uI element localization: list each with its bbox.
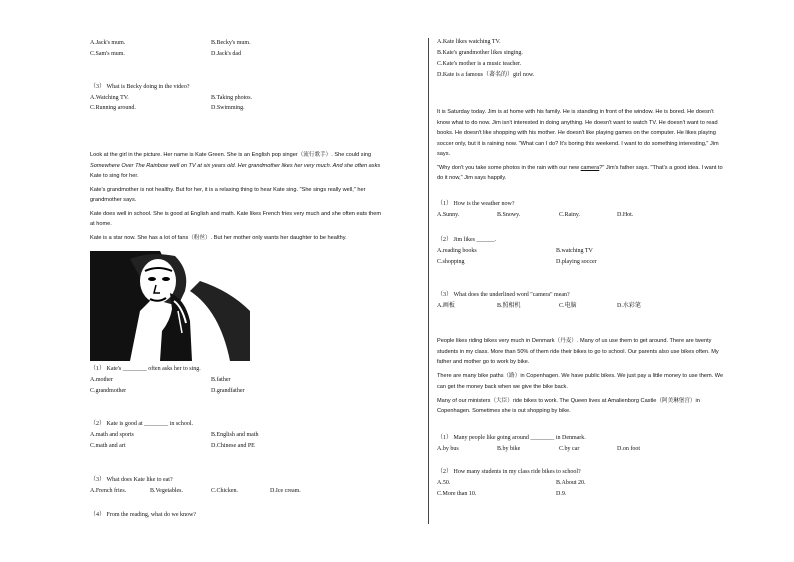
passage-line: People likes riding bikes very much in Denmark（丹麦）. Many of us use them to get around. There are twenty <box>437 338 712 344</box>
option: C.More than 10. <box>437 491 477 497</box>
question-stem: （1） Kate's ________ often asks her to sing. <box>90 366 201 372</box>
option: C.Sam's mum. <box>90 51 125 57</box>
option: D.Chinese and PE <box>211 443 255 449</box>
option: B.Vegetables. <box>150 488 183 494</box>
question-stem: （2） How many students in my class ride bikes to school? <box>437 469 581 475</box>
option: A.50. <box>437 480 451 486</box>
option: C.Rainy. <box>559 212 580 218</box>
option: A.reading books <box>437 248 477 254</box>
option: D.playing soccer <box>556 259 597 265</box>
option: C.电脑 <box>559 303 577 309</box>
option: B.Taking photos. <box>211 95 253 101</box>
passage-line: Kate to sing for her. <box>90 173 139 179</box>
option: A.by bus <box>437 446 459 452</box>
passage-line: father and mother go to work by bike. <box>437 359 530 365</box>
option: B.watching TV <box>556 248 593 254</box>
question-stem: （4） From the reading, what do we know? <box>90 512 196 518</box>
passage-line: Kate's grandmother is not healthy. But for her, it is a relaxing thing to hear Kate sing. "She sings really well," her <box>90 187 366 193</box>
option: B.English and math <box>211 432 259 438</box>
underlined-word: camera <box>580 165 600 171</box>
option: C.Chicken. <box>211 488 238 494</box>
question-stem: （3） What is Becky doing in the video? <box>90 84 190 90</box>
passage-line: It is Saturday today. Jim is at home with his family. He is standing in front of the window. He is bored. He doesn't <box>437 109 714 115</box>
option: D.grandfather <box>211 388 245 394</box>
question-stem: （3） What does the underlined word "camera" mean? <box>437 292 570 298</box>
option: A.Sunny. <box>437 212 460 218</box>
singer-photo <box>90 251 250 361</box>
option: A.画板 <box>437 303 455 309</box>
passage-line: do it now," Jim says happily. <box>437 175 507 181</box>
option: A.Kate likes watching TV. <box>437 39 501 45</box>
passage-line: Look at the girl in the picture. Her name is Kate Green. She is an English pop singer（流行歌手）. She could sing <box>90 152 372 158</box>
option: B.Snowy. <box>497 212 521 218</box>
option: C.Kate's mother is a music teacher. <box>437 61 522 67</box>
column-divider <box>428 38 429 524</box>
passage-line: Somewhere Over The Rainbow well on TV at six years old. Her grandmother likes her very much. And she often asks <box>90 163 381 169</box>
option: A.Jack's mum. <box>90 40 126 46</box>
question-stem: （2） Jim likes ______. <box>437 237 497 243</box>
passage-line: Copenhagen. Sometimes she is out shopping by bike. <box>437 408 571 414</box>
passage-line: know what to do now. Jim isn't interested in doing anything. He doesn't want to watch TV. He doesn't want to read <box>437 120 718 126</box>
option: C.Running around. <box>90 105 136 111</box>
passage-line: Many of our ministers（大臣）ride bikes to work. The Queen lives at Amalienborg Castle（阿美琳堡宫）in <box>437 398 700 404</box>
passage-line: "Why don't you take some photos in the rain with our new camera?" Jim's father says. "That's a good idea. I want to <box>437 165 723 171</box>
option: D.Ice cream. <box>270 488 301 494</box>
passage-line: says. <box>437 151 451 157</box>
option: A.Watching TV. <box>90 95 129 101</box>
option: C.shopping <box>437 259 465 265</box>
option: D.9. <box>556 491 567 497</box>
option: A.French fries. <box>90 488 127 494</box>
passage-line: soccer only, but it is raining now. "What can I do? It's boring this weekend. I want to do something interesting," Jim <box>437 141 719 147</box>
passage-line: at home. <box>90 221 112 227</box>
option: C.by car <box>559 446 580 452</box>
question-stem: （3） What does Kate like to eat? <box>90 477 173 483</box>
option: D.水彩笔 <box>617 303 641 309</box>
passage-line: Kate does well in school. She is good at English and math. Kate likes French fries very much and she often eats them <box>90 211 382 217</box>
option: D.Swimming. <box>211 105 245 111</box>
option: C.grandmother <box>90 388 127 394</box>
option: B.Becky's mum. <box>211 40 251 46</box>
passage-line: students in my class. More than 50% of them ride their bikes to go to school. Our parents also use bikes often. My <box>437 349 719 355</box>
option: B.by bike <box>497 446 521 452</box>
option: D.Jack's dad <box>211 51 242 57</box>
option: A.math and sports <box>90 432 134 438</box>
question-stem: （1） How is the weather now? <box>437 201 515 207</box>
option: D.Hot. <box>617 212 634 218</box>
option: B.Kate's grandmother likes singing. <box>437 50 523 56</box>
option: B.father <box>211 377 231 383</box>
passage-line: Kate is a star now. She has a lot of fans（粉丝）. But her mother only wants her daughter to be healthy. <box>90 235 347 241</box>
option: C.math and art <box>90 443 126 449</box>
passage-line: grandmother says. <box>90 197 137 203</box>
question-stem: （1） Many people like going around ________ in Denmark. <box>437 435 586 441</box>
option: A.mother <box>90 377 113 383</box>
option: B.About 20. <box>556 480 586 486</box>
option: B.照相机 <box>497 303 521 309</box>
option: D.Kate is a famous（著名的）girl now. <box>437 72 535 78</box>
passage-line: books. He doesn't like shopping with his mother. He doesn't like playing games on the computer. He likes playing <box>437 130 716 136</box>
passage-line: can get the money back when we give the bike back. <box>437 384 568 390</box>
passage-line: There are many bike paths（路）in Copenhagen. We have public bikes. We just pay a little money to use them. We <box>437 373 724 379</box>
question-stem: （2） Kate is good at ________ in school. <box>90 421 193 427</box>
option: D.on foot <box>617 446 640 452</box>
